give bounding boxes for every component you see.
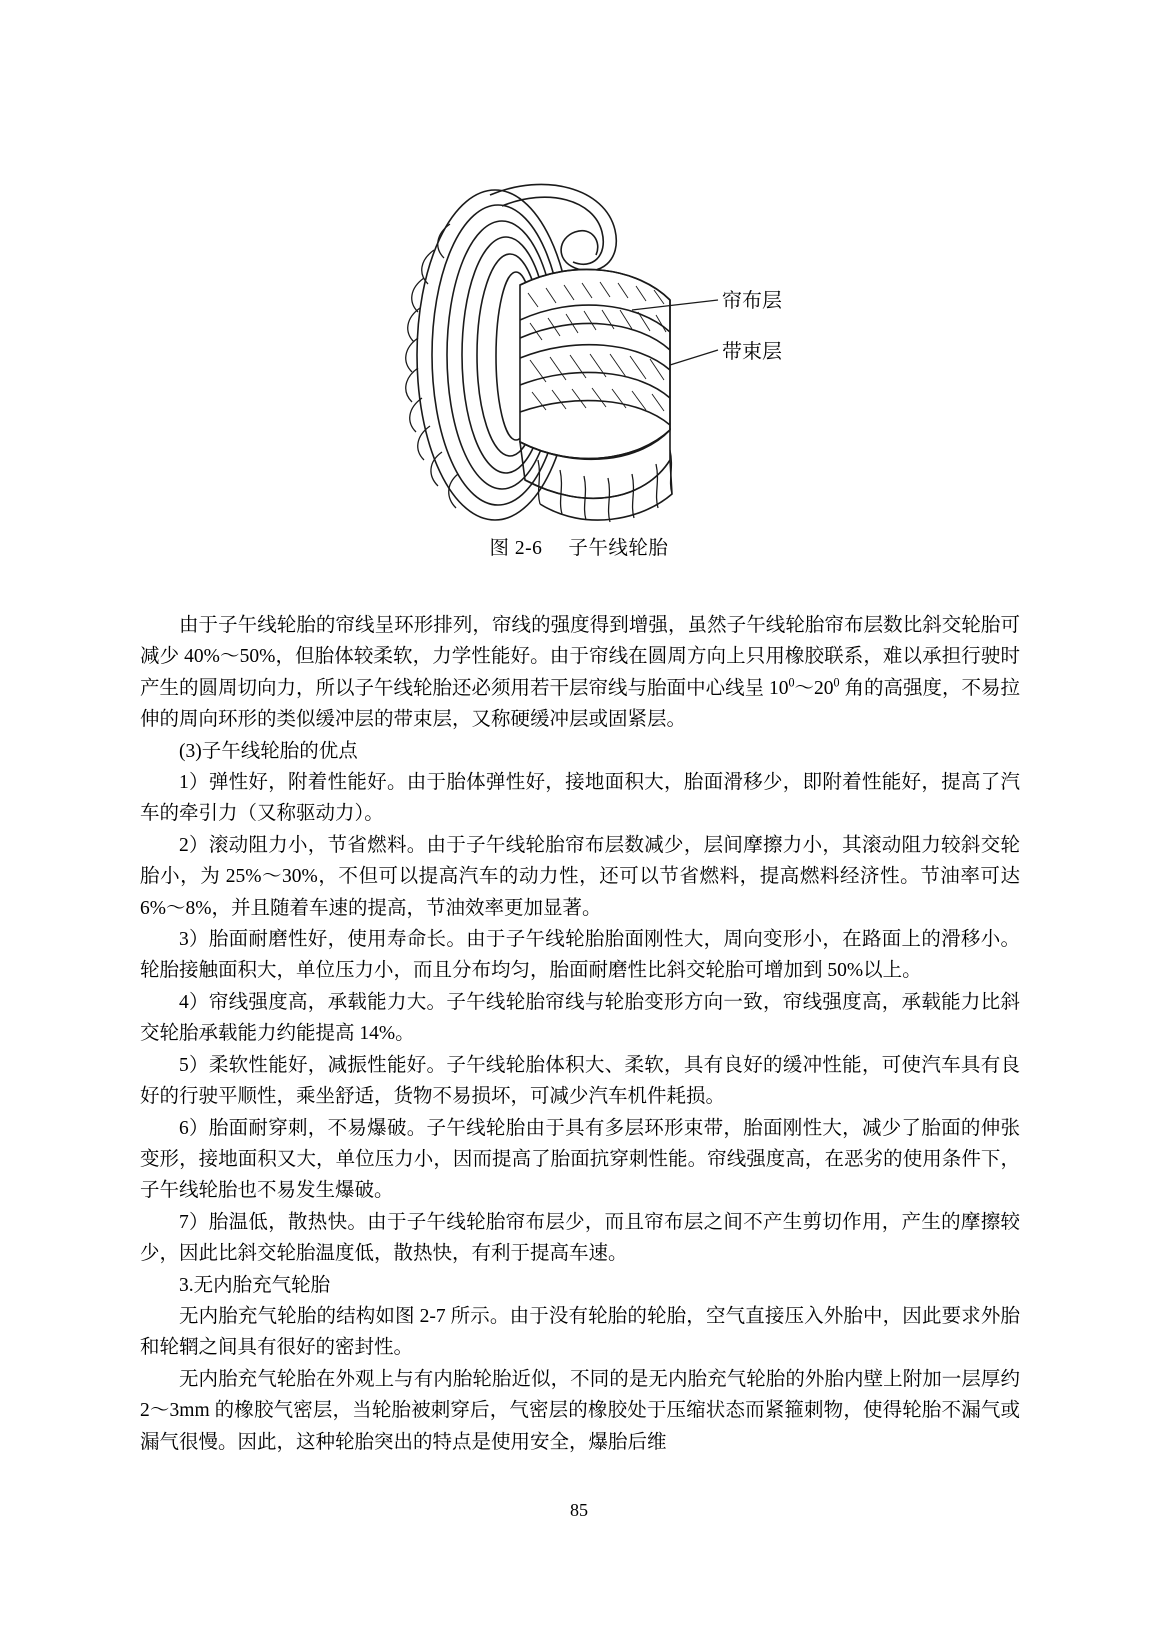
radial-tire-illustration (370, 160, 790, 560)
paragraph-2: (3)子午线轮胎的优点 (179, 740, 358, 762)
paragraph-11: 无内胎充气轮胎的结构如图 2-7 所示。由于没有轮胎的轮胎，空气直接压入外胎中，因此要求外胎和轮辋之间具有很好的密封性。 (140, 1305, 1020, 1359)
paragraph-12: 无内胎充气轮胎在外观上与有内胎轮胎近似，不同的是无内胎充气轮胎的外胎内壁上附加一层厚约 2～3mm 的橡胶气密层，当轮胎被刺穿后，气密层的橡胶处于压缩状态而紧箍刺物，使得轮胎不漏气或漏气很慢。因此，这种轮胎突出的特点是使用安全，爆胎后维 (140, 1368, 1020, 1453)
figure-caption-title: 子午线轮胎 (568, 538, 669, 559)
paragraph-3: 1）弹性好，附着性能好。由于胎体弹性好，接地面积大，胎面滑移少，即附着性能好，提高了汽车的牵引力（又称驱动力）。 (140, 772, 1020, 825)
paragraph-4: 2）滚动阻力小，节省燃料。由于子午线轮胎帘布层数减少，层间摩擦力小，其滚动阻力较斜交轮胎小，为 25%～30%，不但可以提高汽车的动力性，还可以节省燃料，提高燃料经济性。节油率可达 6%～8%，并且随着车速的提高，节油效率更加显著。 (140, 834, 1020, 919)
figure-caption (0, 532, 1158, 560)
figure-radial-tire (0, 0, 1158, 600)
paragraph-5: 3）胎面耐磨性好，使用寿命长。由于子午线轮胎胎面刚性大，周向变形小，在路面上的滑移小。轮胎接触面积大，单位压力小，而且分布均匀，胎面耐磨性比斜交轮胎可增加到 50%以上。 (140, 929, 1020, 982)
paragraph-10: 3.无内胎充气轮胎 (179, 1274, 331, 1296)
figure-caption-number: 图 2-6 (489, 538, 543, 559)
belt-layer-label: 带束层 (722, 341, 782, 363)
paragraph-7: 5）柔软性能好，减振性能好。子午线轮胎体积大、柔软，具有良好的缓冲性能，可使汽车具有良好的行驶平顺性，乘坐舒适，货物不易损坏，可减少汽车机件耗损。 (140, 1054, 1020, 1108)
paragraph-9: 7）胎温低，散热快。由于子午线轮胎帘布层少，而且帘布层之间不产生剪切作用，产生的摩擦较少，因此比斜交轮胎温度低，散热快，有利于提高车速。 (140, 1211, 1020, 1265)
paragraph-8: 6）胎面耐穿刺，不易爆破。子午线轮胎由于具有多层环形束带，胎面刚性大，减少了胎面的伸张变形，接地面积又大，单位压力小，因而提高了胎面抗穿刺性能。帘线强度高，在恶劣的使用条件下，子午线轮胎也不易发生爆破。 (140, 1117, 1020, 1202)
paragraph-6: 4）帘线强度高，承载能力大。子午线轮胎帘线与轮胎变形方向一致，帘线强度高，承载能力比斜交轮胎承载能力约能提高 14%。 (140, 991, 1020, 1045)
paragraph-1: 由于子午线轮胎的帘线呈环形排列，帘线的强度得到增强，虽然子午线轮胎帘布层数比斜交轮胎可减少 40%～50%，但胎体较柔软，力学性能好。由于帘线在圆周方向上只用橡胶联系，难以承担行驶时产生的圆周切向力，所以子午线轮胎还必须用若干层帘线与胎面中心线呈 $10^0\sim 20^0$ 角的高强度，不易拉伸的周向环形的类似缓冲层的带束层，又称硬缓冲层或固紧层。 (140, 615, 1020, 731)
ply-layer-label: 帘布层 (722, 290, 782, 312)
body-text (140, 610, 1020, 1458)
page-number: 85 (570, 1500, 588, 1520)
